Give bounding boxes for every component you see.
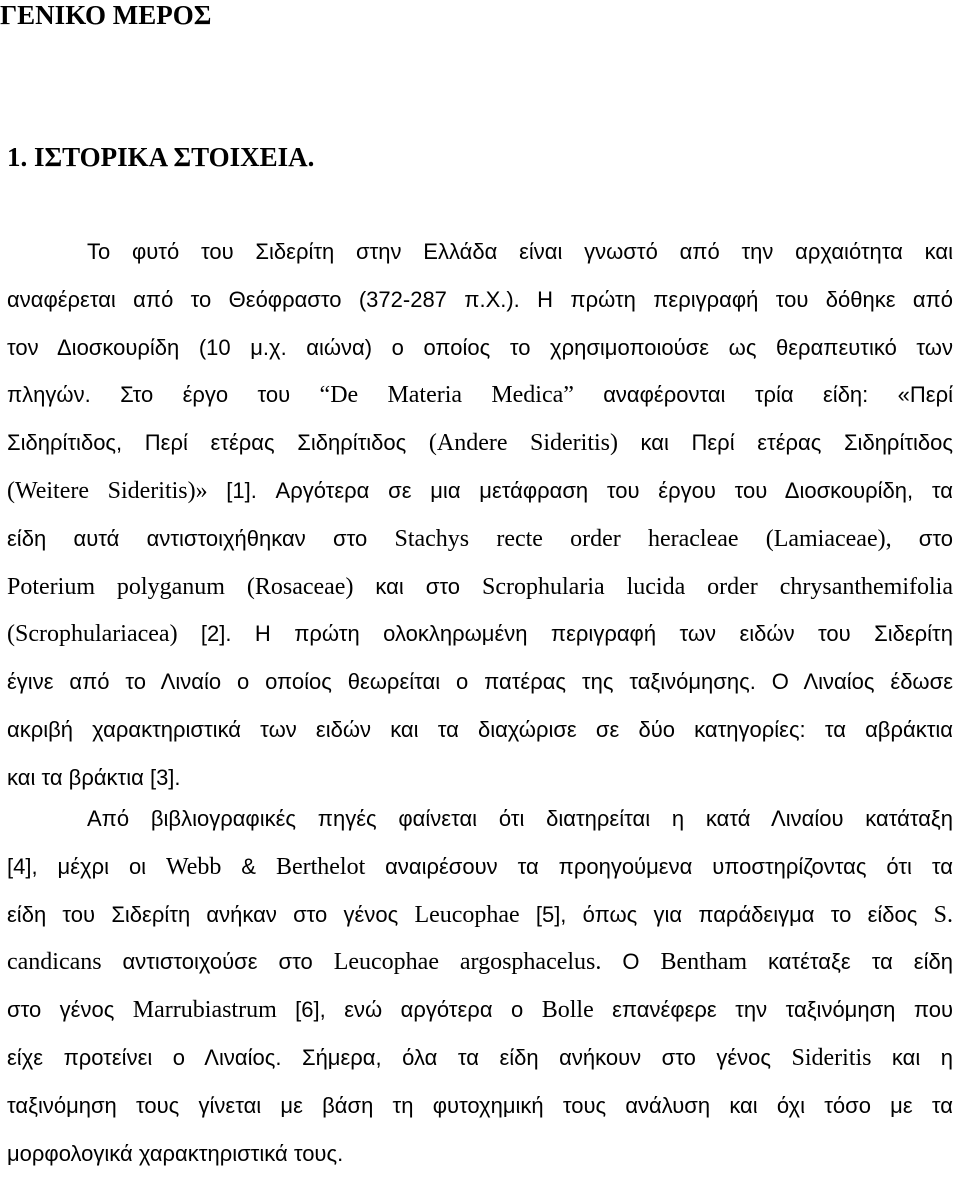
text-line: (Scrophulariacea) [2]. Η πρώτη ολοκληρωμένη περιγραφή των ειδών του Σιδερίτη (7, 621, 953, 648)
text-line: είδη του Σιδερίτη ανήκαν στο γένος Leucophae [5], όπως για παράδειγμα το είδος S. (7, 901, 953, 928)
text-line: αναφέρεται από το Θεόφραστο (372-287 π.Χ.). Η πρώτη περιγραφή του δόθηκε από (7, 286, 953, 312)
text-line: [4], μέχρι οι Webb & Berthelot αναιρέσουν τα προηγούμενα υποστηρίζοντας ότι τα (7, 853, 954, 880)
text-line: Σιδηρίτιδος, Περί ετέρας Σιδηρίτιδος (Andere Sideritis) και Περί ετέρας Σιδηρίτιδος (7, 430, 953, 457)
text-line: ταξινόμηση τους γίνεται με βάση τη φυτοχημική τους ανάλυση και όχι τόσο με τα (7, 1092, 953, 1118)
text-line: Poterium polyganum (Rosaceae) και στο Scrophularia lucida order chrysanthemifolia (7, 573, 953, 600)
text-line: μορφολογικά χαρακτηριστικά τους. (7, 1140, 344, 1166)
text-line: (Weitere Sideritis)» [1]. Αργότερα σε μια μετάφραση του έργου του Διοσκουρίδη, τα (7, 477, 953, 504)
text-line: είδη αυτά αντιστοιχήθηκαν στο Stachys recte order heracleae (Lamiaceae), στο (7, 525, 953, 552)
text-line: στο γένος Marrubiastrum [6], ενώ αργότερα ο Bolle επανέφερε την ταξινόμηση που (7, 997, 954, 1024)
paragraph-history-1 (7, 228, 953, 802)
section-heading: 1. ΙΣΤΟΡΙΚΑ ΣΤΟΙΧΕΙΑ. (7, 142, 315, 172)
text-line: candicans αντιστοιχούσε στο Leucophae argosphacelus. Ο Bentham κατέταξε τα είδη (7, 949, 953, 976)
text-line: πληγών. Στο έργο του “De Materia Medica” αναφέρονται τρία είδη: «Περί (7, 382, 953, 409)
text-line: Από βιβλιογραφικές πηγές φαίνεται ότι διατηρείται η κατά Λιναίου κατάταξη (87, 806, 953, 831)
text-line: έγινε από το Λιναίο ο οποίος θεωρείται ο πατέρας της ταξινόμησης. Ο Λιναίος έδωσε (7, 669, 953, 695)
text-line: Το φυτό του Σιδερίτη στην Ελλάδα είναι γνωστό από την αρχαιότητα και (87, 239, 953, 264)
document-title: ΓΕΝΙΚΟ ΜΕΡΟΣ (0, 0, 212, 30)
text-line: ακριβή χαρακτηριστικά των ειδών και τα διαχώρισε σε δύο κατηγορίες: τα αβράκτια (7, 716, 953, 742)
text-line: και τα βράκτια [3]. (7, 764, 181, 790)
text-line: τον Διοσκουρίδη (10 μ.χ. αιώνα) ο οποίος το χρησιμοποιούσε ως θεραπευτικό των (7, 334, 953, 360)
text-line: είχε προτείνει ο Λιναίος. Σήμερα, όλα τα είδη ανήκουν στο γένος Sideritis και η (7, 1044, 953, 1071)
paragraph-history-2 (7, 795, 953, 1177)
